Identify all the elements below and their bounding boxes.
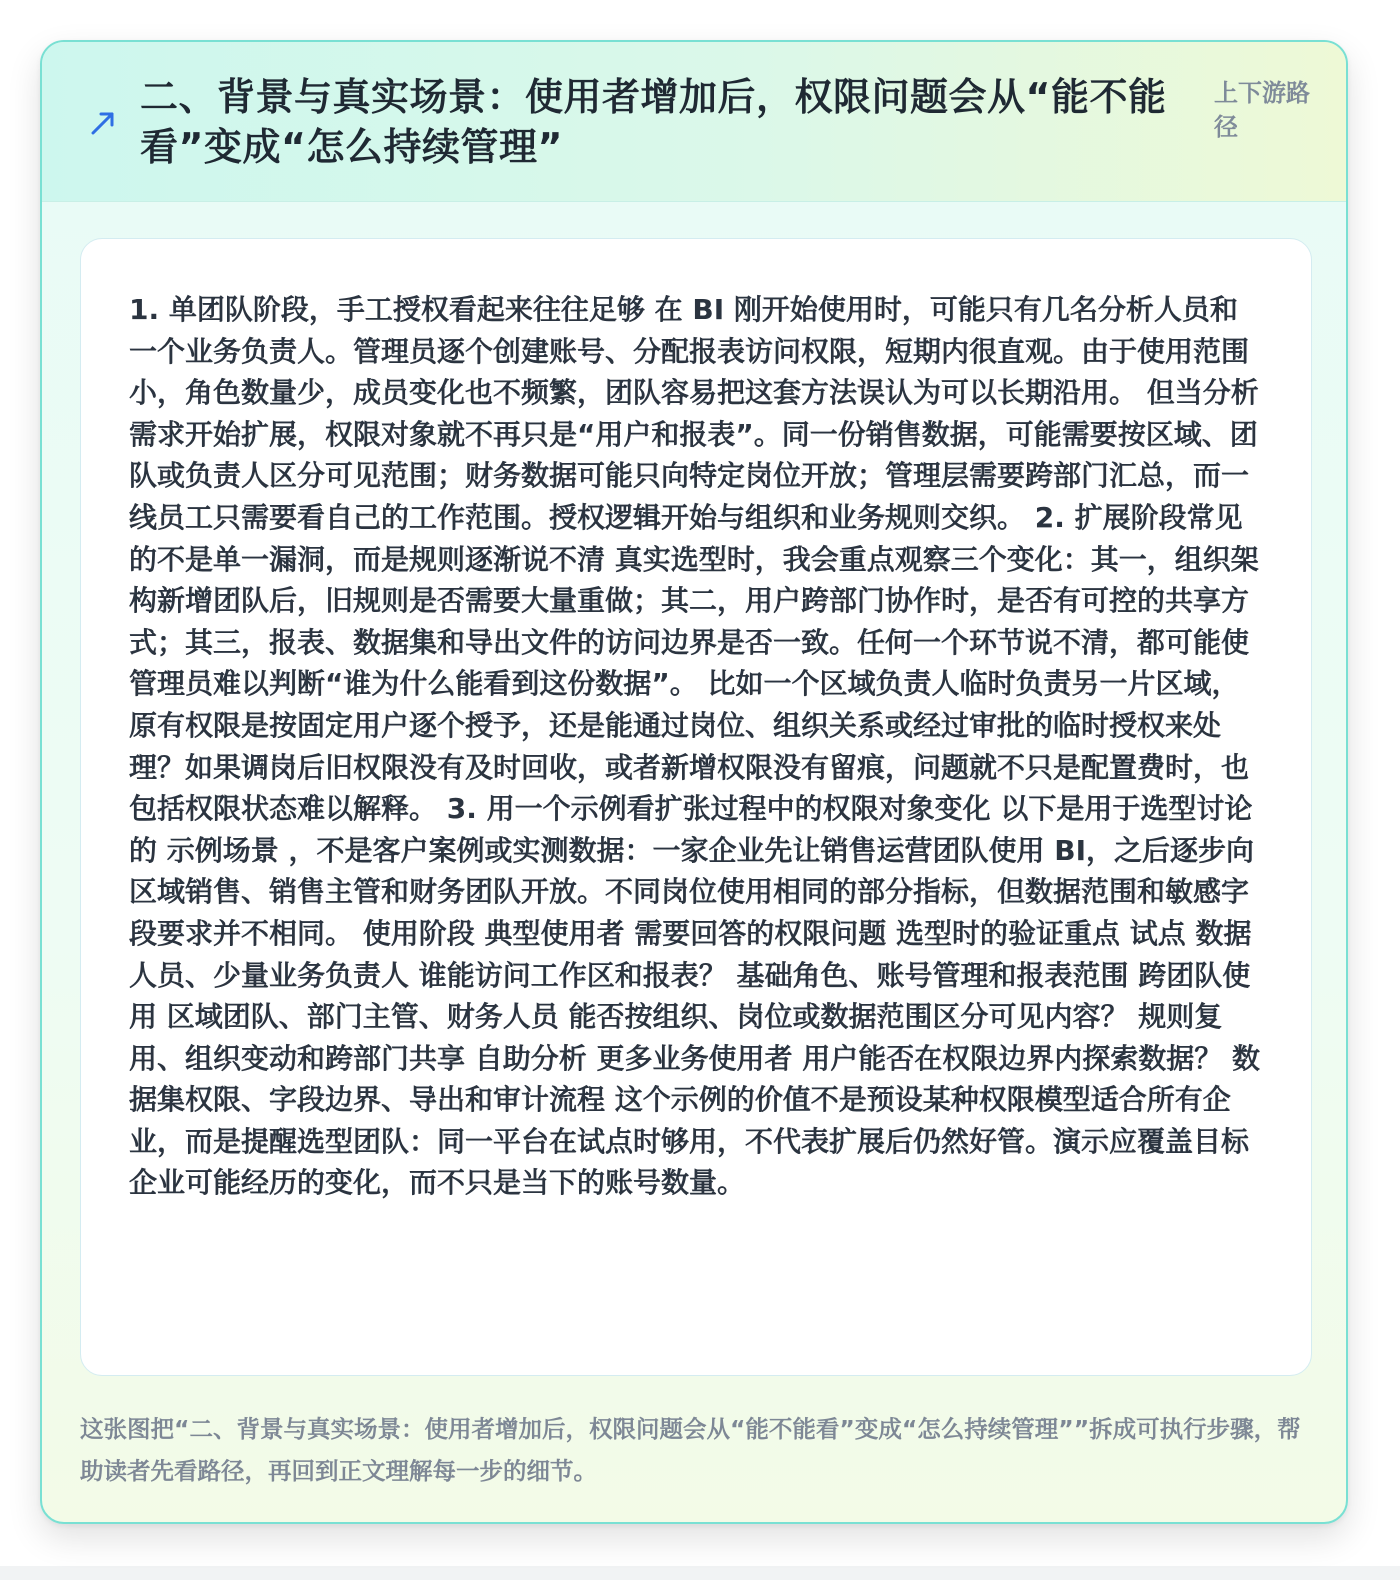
upstream-downstream-path-link[interactable]: 上下游路径 <box>1214 79 1310 141</box>
figure-card <box>40 40 1348 1524</box>
card-title: 二、背景与真实场景：使用者增加后，权限问题会从“能不能看”变成“怎么持续管理” <box>140 75 1167 169</box>
body-text: 1. 单团队阶段，手工授权看起来往往足够 在 BI 刚开始使用时，可能只有几名分析人员和一个业务负责人。管理员逐个创建账号、分配报表访问权限，短期内很直观。由于使用范围小，角色数量少，成员变化也不频繁，团队容易把这套方法误认为可以长期沿用。 但当分析需求开始扩展，权限对象就不再只是“用户和报表”。同一份销售数据，可能需要按区域、团队或负责人区分可见范围；财务数据可能只向特定岗位开放；管理层需要跨部门汇总，而一线员工只需要看自己的工作范围。授权逻辑开始与组织和业务规则交织。 2. 扩展阶段常见的不是单一漏洞，而是规则逐渐说不清 真实选型时，我会重点观察三个变化：其一，组织架构新增团队后，旧规则是否需要大量重做；其二，用户跨部门协作时，是否有可控的共享方式；其三，报表、数据集和导出文件的访问边界是否一致。任何一个环节说不清，都可能使管理员难以判断“谁为什么能看到这份数据”。 比如一个区域负责人临时负责另一片区域，原有权限是按固定用户逐个授予，还是能通过岗位、组织关系或经过审批的临时授权来处理？如果调岗后旧权限没有及时回收，或者新增权限没有留痕，问题就不只是配置费时，也包括权限状态难以解释。 3. 用一个示例看扩张过程中的权限对象变化 以下是用于选型讨论的 示例场景 ，不是客户案例或实测数据：一家企业先让销售运营团队使用 BI，之后逐步向区域销售、销售主管和财务团队开放。不同岗位使用相同的部分指标，但数据范围和敏感字段要求并不相同。 使用阶段 典型使用者 需要回答的权限问题 选型时的验证重点 试点 数据人员、少量业务负责人 谁能访问工作区和报表？ 基础角色、账号管理和报表范围 跨团队使用 区域团队、部门主管、财务人员 能否按组织、岗位或数据范围区分可见内容？ 规则复用、组织变动和跨部门共享 自助分析 更多业务使用者 用户能否在权限边界内探索数据？ 数据集权限、字段边界、导出和审计流程 这个示例的价值不是预设某种权限模型适合所有企业，而是提醒选型团队：同一平台在试点时够用，不代表扩展后仍然好管。演示应覆盖目标企业可能经历的变化，而不只是当下的账号数量。 <box>129 293 1260 1200</box>
page-bottom-strip <box>0 1566 1400 1580</box>
card-header <box>42 42 1346 202</box>
figure-caption: 这张图把“二、背景与真实场景：使用者增加后，权限问题会从“能不能看”变成“怎么持续管理””拆成可执行步骤，帮助读者先看路径，再回到正文理解每一步的细节。 <box>80 1415 1301 1485</box>
arrow-up-right-icon <box>88 108 118 138</box>
content-box <box>80 238 1312 1376</box>
